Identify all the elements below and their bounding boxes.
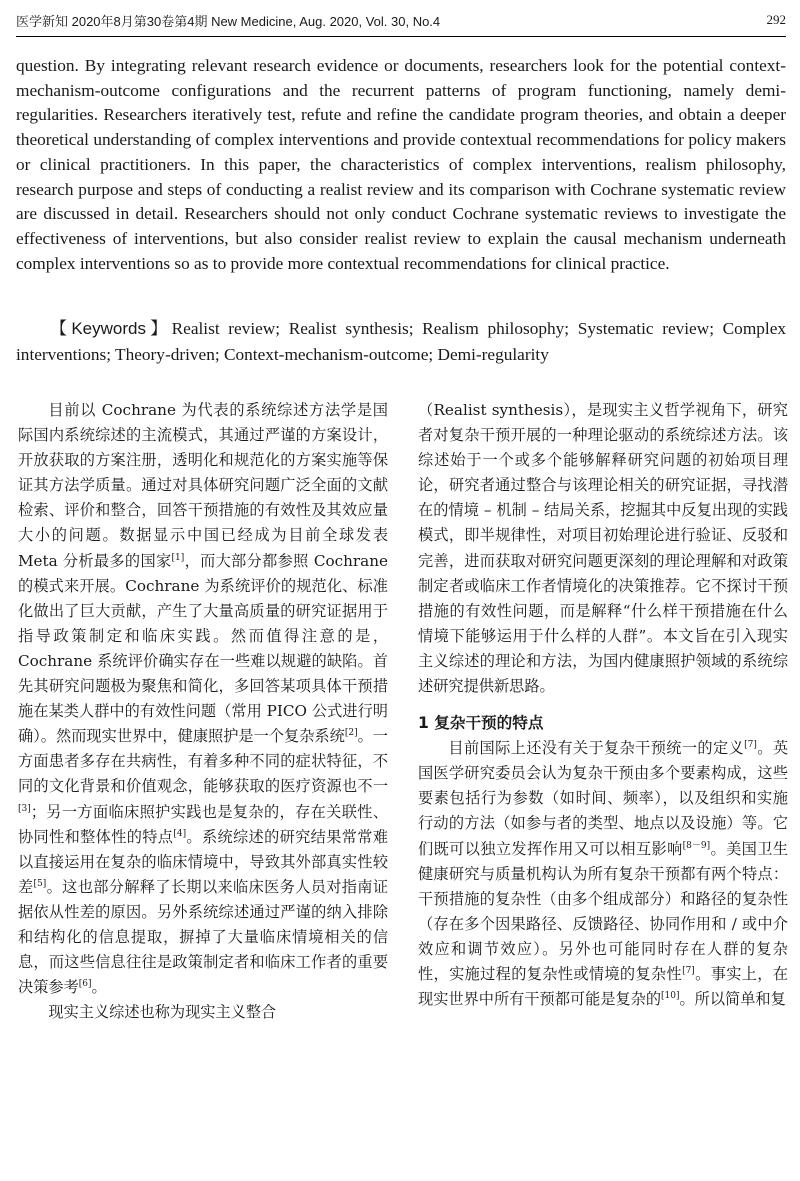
intro-paragraph-continued: （Realist synthesis），是现实主义哲学视角下，研究者对复杂干预开展的一种理论驱动的系统综述方法。该综述始于一个或多个能够解释研究问题的初始项目理论，研究者通过整合与该理论相关的研究证据，寻找潜在的情境 – 机制 – 结局关系，挖掘其中反复出现的实践模式，即半规律性，对项目初始理论进行验证、反驳和完善，进而获取对研究问题更深刻的理论理解和对政策制定者或临床工作者情境化的决策推荐。它不探讨干预措施的有效性问题，而是解释“什么样干预措施在什么情境下能够运用于什么样的人群”。本文旨在引入现实主义综述的理论和方法，为国内健康照护领域的系统综述研究提供新思路。 <box>418 401 788 696</box>
text-span: ；另一方面临床照护实践也是复杂的，存在关联性、协同性和整体性的特点 <box>18 802 388 846</box>
citation-ref: [7] <box>682 965 695 976</box>
page-number: 292 <box>766 12 786 27</box>
header-rule <box>16 36 786 37</box>
text-span: ，而大部分都参照 Cochrane 的模式来开展。Cochrane 为系统评价的规范化、标准化做出了巨大贡献，产生了大量高质量的研究证据用于指导政策制定和临床实践。然而值得注意的是，Cochrane 系统评价确实存在一些难以规避的缺陷。首先其研究问题极为聚焦和简化，多回答某项具体干预措施在某类人群中的有效性问题（常用 PICO 公式进行明确）。然而现实世界中，健康照护是一个复杂系统 <box>18 551 388 746</box>
keywords-label-text: Keywords <box>71 319 146 338</box>
journal-citation: 医学新知 2020年8月第30卷第4期 New Medicine, Aug. 2020, Vol. 30, No.4 <box>16 13 441 29</box>
citation-ref: [1] <box>171 552 185 563</box>
intro-paragraph-1 <box>18 398 388 1000</box>
intro-paragraph-2: 现实主义综述也称为现实主义整合 <box>48 1003 277 1022</box>
text-span: 。这也部分解释了长期以来临床医务人员对指南证据依从性差的原因。另外系统综述通过严谨的纳入排除和结构化的信息提取，摒掉了大量临床情境相关的信息，而这些信息往往是政策制定者和临床工作者的重要决策参考 <box>18 877 389 997</box>
text-span: 。美国卫生健康研究与质量机构认为所有复杂干预都有两个特点：干预措施的复杂性（由多个组成部分）和路径的复杂性（存在多个因果路径、反馈路径、协同作用和 / 或中介效应和调节效应）。另外也可能同时存在人群的复杂性，实施过程的复杂性或情境的复杂性 <box>418 839 789 983</box>
citation-ref: [6] <box>78 979 92 990</box>
text-span: 。英国医学研究委员会认为复杂干预由多个要素构成，这些要素包括行为参数（如时间、频率），以及组织和实施行动的方法（如参与者的类型、地点以及设施）等。它们既可以独立发挥作用又可以相互影响 <box>418 739 789 858</box>
right-column <box>418 398 788 1012</box>
keywords-open-bracket: 【 <box>50 319 72 339</box>
keywords-close-bracket: 】 <box>145 319 172 339</box>
text-span: 目前国际上还没有关于复杂干预统一的定义 <box>448 739 745 758</box>
keywords-label <box>50 319 172 338</box>
citation-ref: [10] <box>661 991 680 1001</box>
section-heading: 1 复杂干预的特点 <box>418 714 544 733</box>
text-span: 。一方面患者多存在共病性，有着多种不同的症状特征，不同的文化背景和价值观念，能够获取的医疗资源也不一 <box>18 727 388 796</box>
citation-ref: [3] <box>18 803 31 814</box>
citation-ref: [5] <box>33 878 47 889</box>
citation-ref: [2] <box>344 728 358 739</box>
text-span: 。 <box>91 978 107 997</box>
keywords-block <box>16 316 786 367</box>
text-span: 。事实上，在现实世界中所有干预都可能是复杂的 <box>418 964 789 1009</box>
section-paragraph-1 <box>418 736 788 1012</box>
text-span: 目前以 Cochrane 为代表的系统综述方法学是国际国内系统综述的主流模式，其通过严谨的方案设计，开放获取的方案注册，透明化和规范化的方案实施等保证其方法学质量。通过对具体研究问题广泛全面的文献检索、评价和整合，回答干预措施的有效性及其效应量大小的问题。数据显示中国已经成为目前全球发表 Meta 分析最多的国家 <box>18 401 388 570</box>
running-header <box>16 6 786 34</box>
text-span: 。所以简单和复 <box>679 990 786 1009</box>
citation-ref: [8－9] <box>682 840 711 851</box>
citation-ref: [4] <box>173 828 187 839</box>
keywords-text: Realist review; Realist synthesis; Realism philosophy; Systematic review; Complex interventions; Theory-driven; Context-mechanism-outcome; Demi-regularity <box>16 319 787 364</box>
abstract-text: question. By integrating relevant research evidence or documents, researchers look for the potential context-mechanism-outcome configurations and the recurrent patterns of program functioning, namely demi-regularities. Researchers iteratively test, refute and refine the candidate program theories, and obtain a deeper theoretical understanding of complex interventions and provide contextual recommendations for policy makers or clinical practitioners. In this paper, the characteristics of complex interventions, realism philosophy, research purpose and steps of conducting a realist review and its comparison with Cochrane systematic review are discussed in detail. Researchers should not only conduct Cochrane systematic reviews to investigate the effectiveness of interventions, but also consider realist review to explain the causal mechanism underneath complex interventions so as to provide more contextual recommendations for clinical practice. <box>16 56 786 273</box>
text-span: 。系统综述的研究结果常常难以直接运用在复杂的临床情境中，导致其外部真实性较差 <box>18 827 389 896</box>
citation-ref: [7] <box>744 740 757 751</box>
left-column <box>18 398 388 1025</box>
